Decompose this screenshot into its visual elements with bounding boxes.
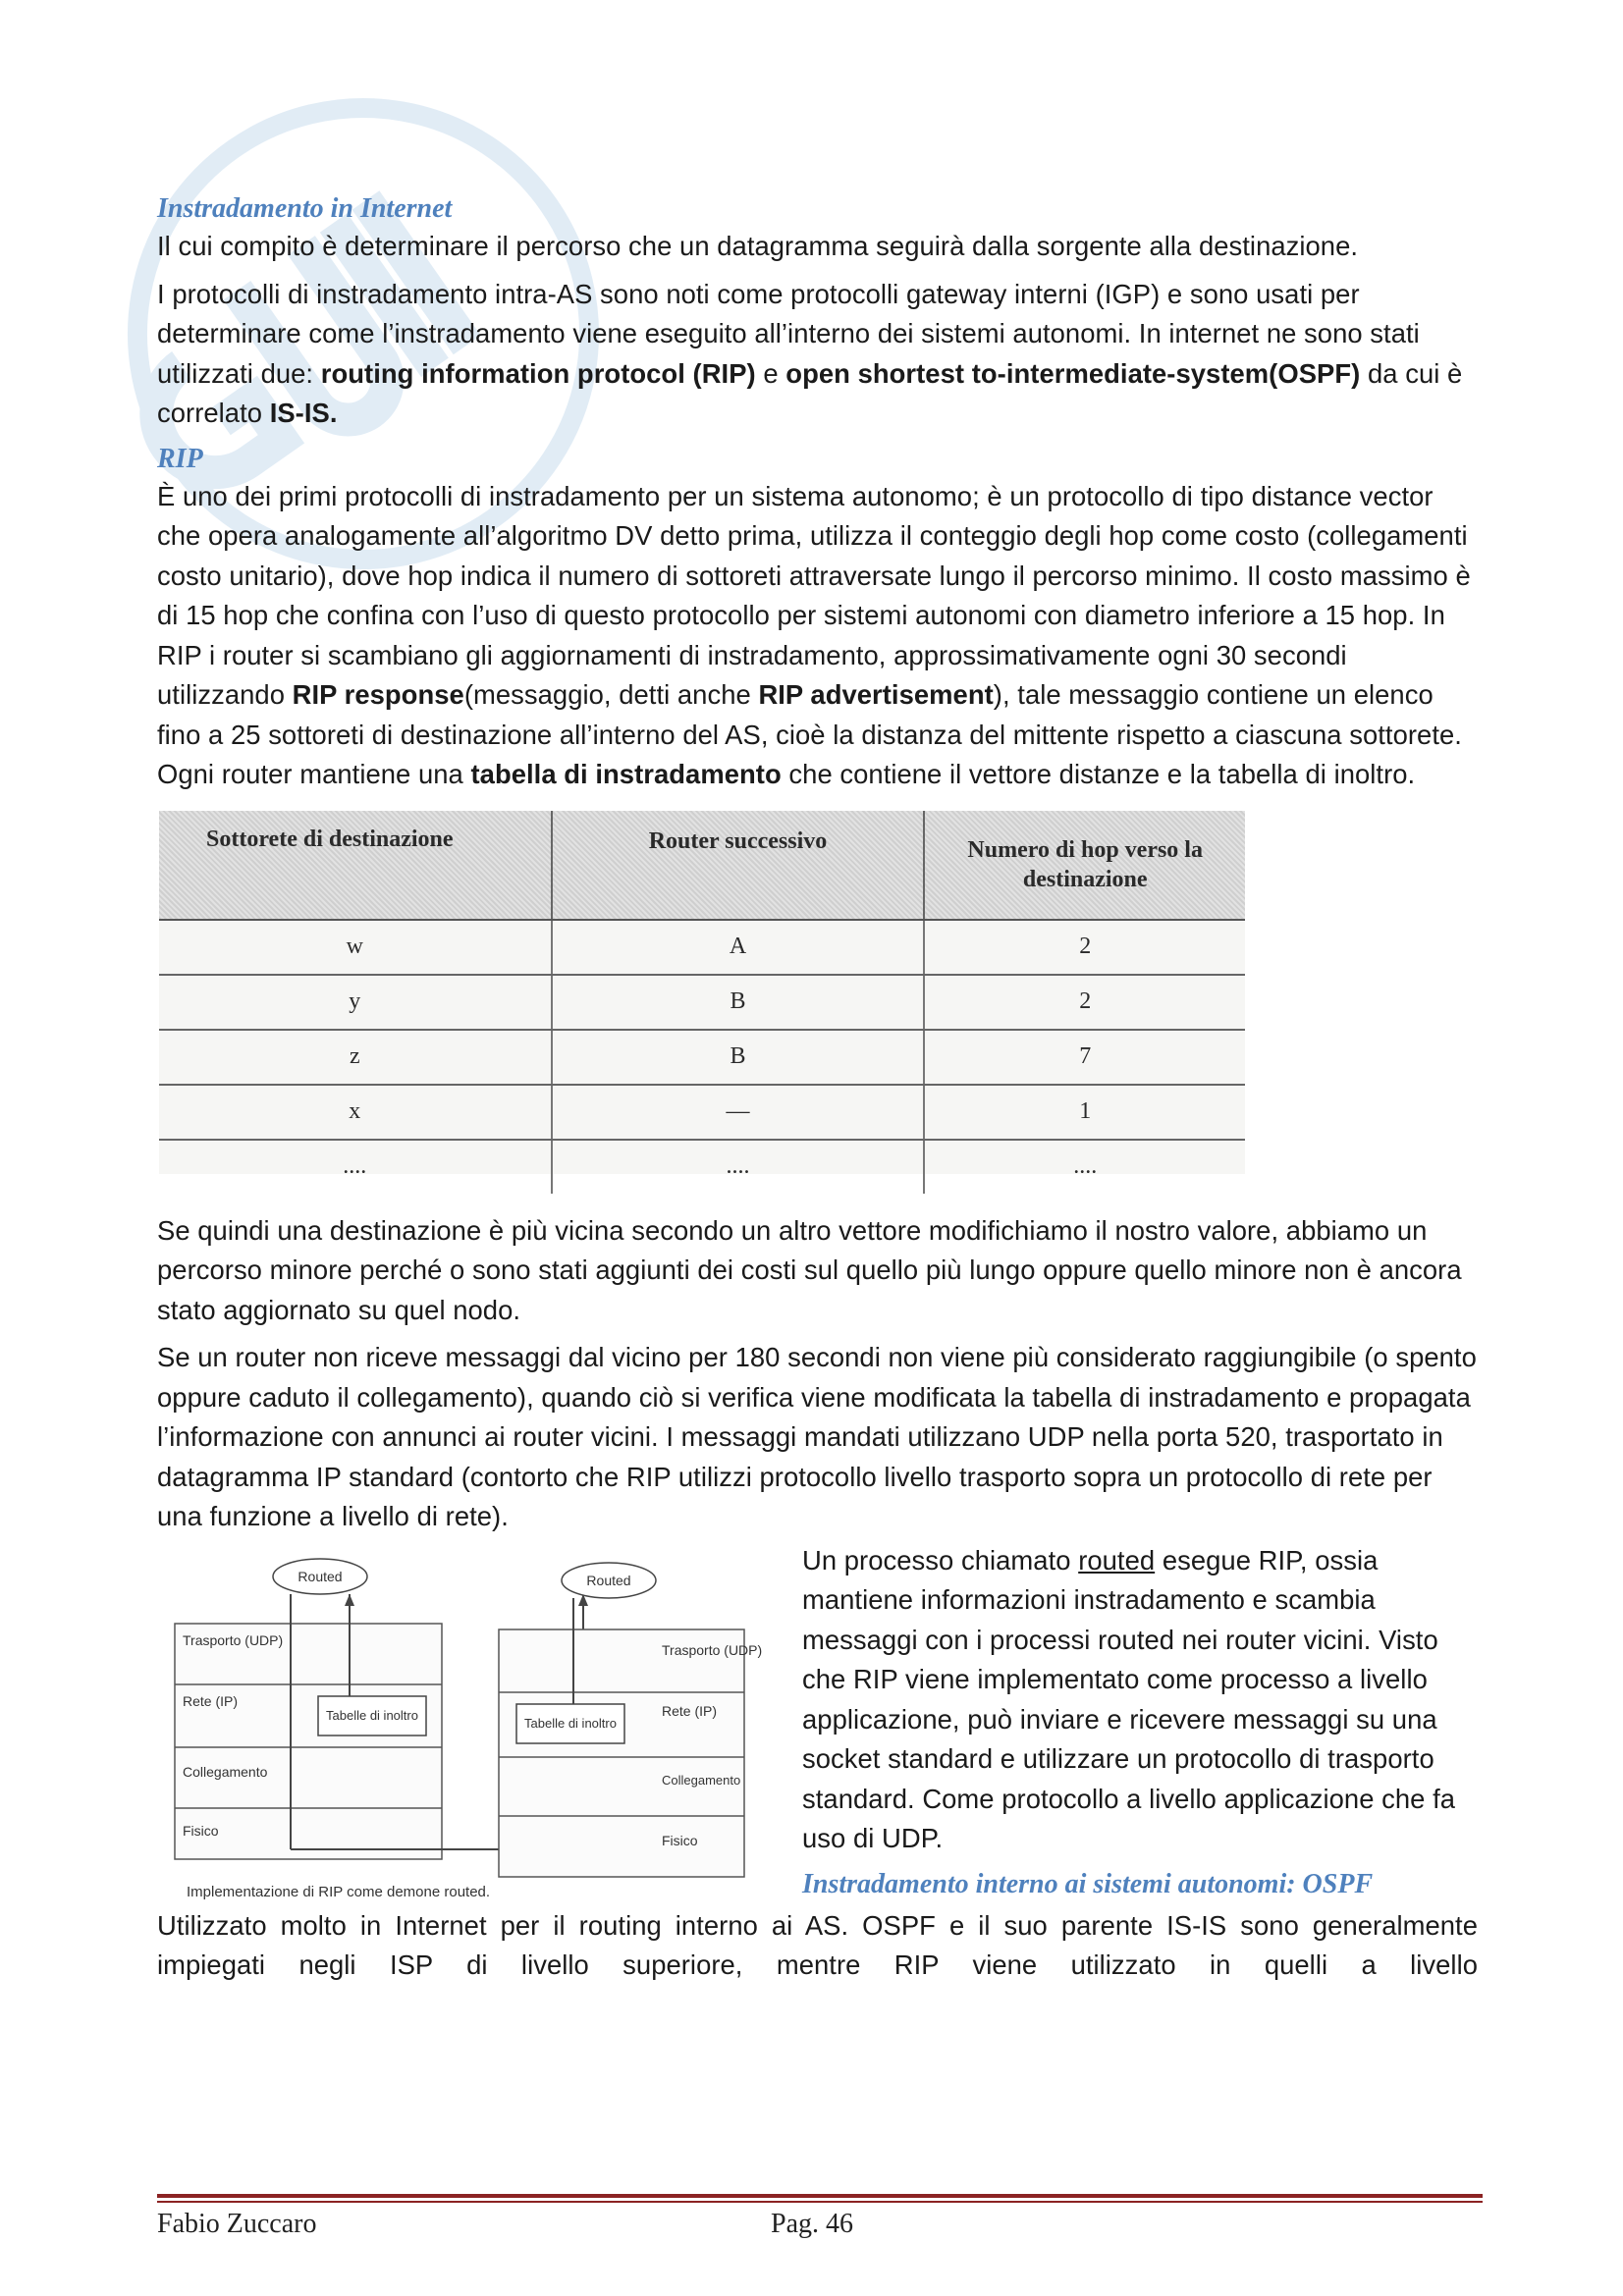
table-cell: .... bbox=[1073, 1153, 1098, 1179]
table-header: Sottorete di destinazione bbox=[159, 811, 552, 920]
table-cell: 7 bbox=[924, 1030, 1245, 1085]
footer-page-number: Pag. 46 bbox=[771, 2209, 853, 2239]
table-cell: w bbox=[159, 920, 552, 975]
left-layer-network: Rete (IP) bbox=[183, 1692, 239, 1709]
figure-caption: Implementazione di RIP come demone routed. bbox=[187, 1883, 491, 1900]
heading-ospf: Instradamento interno ai sistemi autonomi: OSPF bbox=[802, 1868, 1374, 1899]
paragraph: È uno dei primi protocolli di instradamento per un sistema autonomo; è un protocollo di tipo distance vector che opera analogamente all’algoritmo DV detto prima, utilizza il conteggio degli hop come costo (collegamenti costo unitario), dove hop indica il numero di sottoreti attraversate lungo il percorso minimo. Il costo massimo è di 15 hop che confina con l’uso di questo protocollo per sistemi autonomi con diametro inferiore a 15 hop. In RIP i router si scambiano gli aggiornamenti di instradamento, approssimativamente ogni 30 secondi utilizzando RIP response(messaggio, detti anche RIP advertisement), tale messaggio contiene un elenco fino a 25 sottoreti di destinazione all’interno del AS, cioè la distanza del mittente rispetto a ciascuna sottorete. Ogni router mantiene una tabella di instradamento che contiene il vettore distanze e la tabella di inoltro. bbox=[157, 480, 1471, 789]
right-routed-process: Routed bbox=[586, 1572, 631, 1588]
left-routed-process: Routed bbox=[298, 1568, 343, 1584]
figure-text-row bbox=[157, 1545, 1478, 1908]
right-layer-physical: Fisico bbox=[662, 1832, 698, 1848]
table-header: Numero di hop verso la destinazione bbox=[924, 811, 1245, 920]
paragraph: Utilizzato molto in Internet per il routing interno ai AS. OSPF e il suo parente IS-IS sono generalmente impiegati negli ISP di livello superiore, mentre RIP viene utilizzato in quelli a livello bbox=[157, 1909, 1478, 1980]
paragraph: Se quindi una destinazione è più vicina secondo un altro vettore modifichiamo il nostro valore, abbiamo un percorso minore perché o sono stati aggiunti dei costi sul quello più lungo oppure quello minore non è ancora stato aggiornato su quel nodo. bbox=[157, 1214, 1462, 1325]
footer-rule bbox=[157, 2194, 1483, 2198]
paragraph: I protocolli di instradamento intra-AS sono noti come protocolli gateway interni (IGP) e sono usati per determinare come l’instradamento viene eseguito all’interno dei sistemi autonomi. In internet ne sono stati utilizzati due: routing information protocol (RIP) e open shortest to-intermediate-system(OSPF) da cui è correlato IS-IS. bbox=[157, 278, 1463, 428]
table-header: Router successivo bbox=[552, 811, 925, 920]
heading-instradamento-internet: Instradamento in Internet bbox=[157, 193, 453, 224]
table-row bbox=[159, 1140, 1245, 1194]
table-cell: 2 bbox=[924, 920, 1245, 975]
rip-layers-diagram bbox=[171, 1545, 778, 1884]
right-layer-link: Collegamento bbox=[662, 1772, 741, 1788]
table-cell: B bbox=[552, 1030, 925, 1085]
paragraph: Il cui compito è determinare il percorso che un datagramma seguirà dalla sorgente alla destinazione. bbox=[157, 231, 1359, 261]
footer-rule-thin bbox=[157, 2201, 1483, 2203]
table-cell: — bbox=[552, 1085, 925, 1140]
heading-rip: RIP bbox=[157, 443, 203, 474]
table-cell: z bbox=[159, 1030, 552, 1085]
table-row bbox=[159, 1030, 1245, 1085]
table-cell: .... bbox=[552, 1140, 925, 1194]
wrap-text bbox=[802, 1545, 1478, 1908]
right-layer-transport: Trasporto (UDP) bbox=[662, 1641, 763, 1658]
routing-table-figure bbox=[159, 811, 1245, 1179]
table-cell: .... bbox=[159, 1140, 552, 1194]
document-page bbox=[157, 191, 1478, 1994]
left-layer-physical: Fisico bbox=[183, 1822, 219, 1839]
table-cell: y bbox=[159, 975, 552, 1030]
table-cell: x bbox=[159, 1085, 552, 1140]
paragraph: Un processo chiamato routed esegue RIP, ossia mantiene informazioni instradamento e scambia messaggi con i processi routed nei router vicini. Visto che RIP viene implementato come processo a livello applicazione, può inviare e ricevere messaggi su una socket standard e utilizzare un protocollo di trasporto standard. Come protocollo a livello applicazione che fa uso di UDP. bbox=[802, 1544, 1456, 1853]
table-cell: 1 bbox=[924, 1085, 1245, 1140]
table-row bbox=[159, 920, 1245, 975]
left-layer-link: Collegamento bbox=[183, 1763, 268, 1780]
table-header-row bbox=[159, 811, 1245, 920]
right-stack bbox=[499, 1629, 744, 1877]
table-row bbox=[159, 1085, 1245, 1140]
left-forwarding-table: Tabelle di inoltro bbox=[326, 1707, 418, 1723]
right-forwarding-table: Tabelle di inoltro bbox=[524, 1715, 617, 1731]
table-cell: B bbox=[552, 975, 925, 1030]
paragraph: Se un router non riceve messaggi dal vicino per 180 secondi non viene più considerato raggiungibile (o spento oppure caduto il collegamento), quando ciò si verifica viene modificata la tabella di instradamento e propagata l’informazione con annunci ai router vicini. I messaggi mandati utilizzano UDP nella porta 520, trasportato in datagramma IP standard (contorto che RIP utilizzi protocollo livello trasporto sopra un protocollo di rete per una funzione a livello di rete). bbox=[157, 1342, 1477, 1531]
rip-routed-figure bbox=[171, 1545, 778, 1908]
right-layer-network: Rete (IP) bbox=[662, 1702, 718, 1719]
left-layer-transport: Trasporto (UDP) bbox=[183, 1631, 284, 1648]
table-row bbox=[159, 975, 1245, 1030]
routing-table bbox=[159, 811, 1245, 1194]
table-cell: 2 bbox=[924, 975, 1245, 1030]
table-cell: A bbox=[552, 920, 925, 975]
footer-author: Fabio Zuccaro bbox=[157, 2209, 317, 2239]
